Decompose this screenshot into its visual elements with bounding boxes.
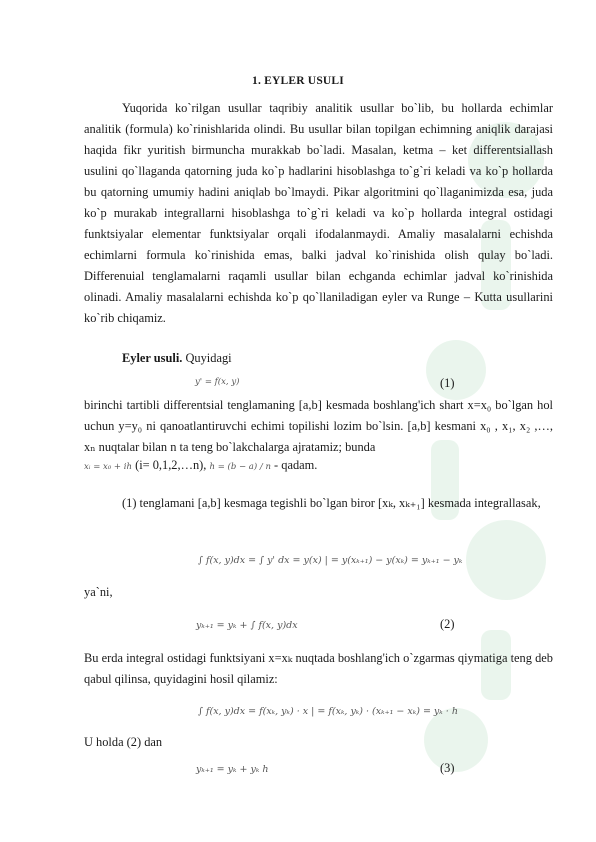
formula-h: h = (b − a) / n [209, 462, 271, 472]
formula-approx: ∫ f(x, y)dx = f(xₖ, yₖ) · x | = f(xₖ, yₖ) · (xₖ₊₁ − xₖ) = yₖ · h [198, 706, 458, 717]
euler-heading [122, 351, 232, 366]
then-label: U holda (2) dan [84, 735, 163, 749]
step-label: - qadam. [274, 458, 318, 472]
formula-xi: xᵢ = x₀ + ih [84, 462, 132, 472]
euler-heading-bold: Eyler usuli. [122, 351, 183, 365]
formula-3: yₖ₊₁ = yₖ + yₖ h [196, 764, 269, 775]
euler-heading-rest: Quyidagi [182, 351, 232, 365]
step-line [84, 458, 317, 473]
intro-paragraph: Yuqorida ko`rilgan usullar taqribiy analitik usullar bo`lib, bu hollarda echimlar analitik (formula) ko`rinishlarida olindi. Bu usullar bilan topilgan echimning aniqlik darajasi haqida fikr yuritish birmuncha murakkab bo`ladi. Masalan, ketma – ket differentsiallash usulini qo`llaganda qatorning juda ko`p hadlarini hisoblashga to`g`ri keladi va ko`p hollarda bu qatorning umumiy hadini aniqlab bo`lmaydi. Pikar algoritmini qo`llaganimizda esa, juda ko`p murakab integrallarni hisoblashga to`g`ri keladi va ko`p hollarda integral ostidagi funktsiyalar elementar funktsiyalar orqali ifodalanmaydi. Amaliy masalalarni echishda echimlarni formula ko`rinishida emas, balki jadval ko`rinishida olish qulay bo`ladi. Differenuial tenglamalarni raqamli usullar bilan echganda echimlar jadval ko`rinishida olinadi. Amaliy masalalarni echishda ko`p qo`llaniladigan eyler va Runge – Kutta usullarini ko`rib chiqamiz. [84, 101, 553, 325]
equation-number-3: (3) [440, 761, 455, 775]
equation-number-2: (2) [440, 617, 455, 631]
equation-number-1: (1) [440, 376, 455, 390]
formula-1: y' = f(x, y) [195, 377, 240, 387]
thus-label: ya`ni, [84, 585, 113, 599]
integration-paragraph: (1) tenglamani [a,b] kesmaga tegishli bo`lgan biror [xₖ, xₖ₊₁] kesmada integrallasak, [122, 496, 541, 510]
problem-paragraph: birinchi tartibli differentsial tenglamaning [a,b] kesmada boshlang'ich shart x=x₀ bo`lgan hol uchun y=y₀ ni qanoatlantiruvchi echimi topilishi lozim bo`lsin. [a,b] kesmani x₀ , x₁, x₂ ,…, xₙ nuqtalar bilan n ta teng bo`lakchalarga ajratamiz; bunda [84, 398, 553, 454]
index-range: (i= 0,1,2,…n), [135, 458, 207, 472]
approximation-paragraph: Bu erda integral ostidagi funktsiyani x=xₖ nuqtada boshlang'ich o`zgarmas qiymatiga teng deb qabul qilinsa, quyidagini hosil qilamiz: [84, 651, 553, 686]
formula-2: yₖ₊₁ = yₖ + ∫ f(x, y)dx [196, 620, 298, 631]
section-title: 1. EYLER USULI [252, 75, 344, 87]
formula-integral: ∫ f(x, y)dx = ∫ y' dx = y(x) | = y(xₖ₊₁) − y(xₖ) = yₖ₊₁ − yₖ [198, 555, 463, 566]
